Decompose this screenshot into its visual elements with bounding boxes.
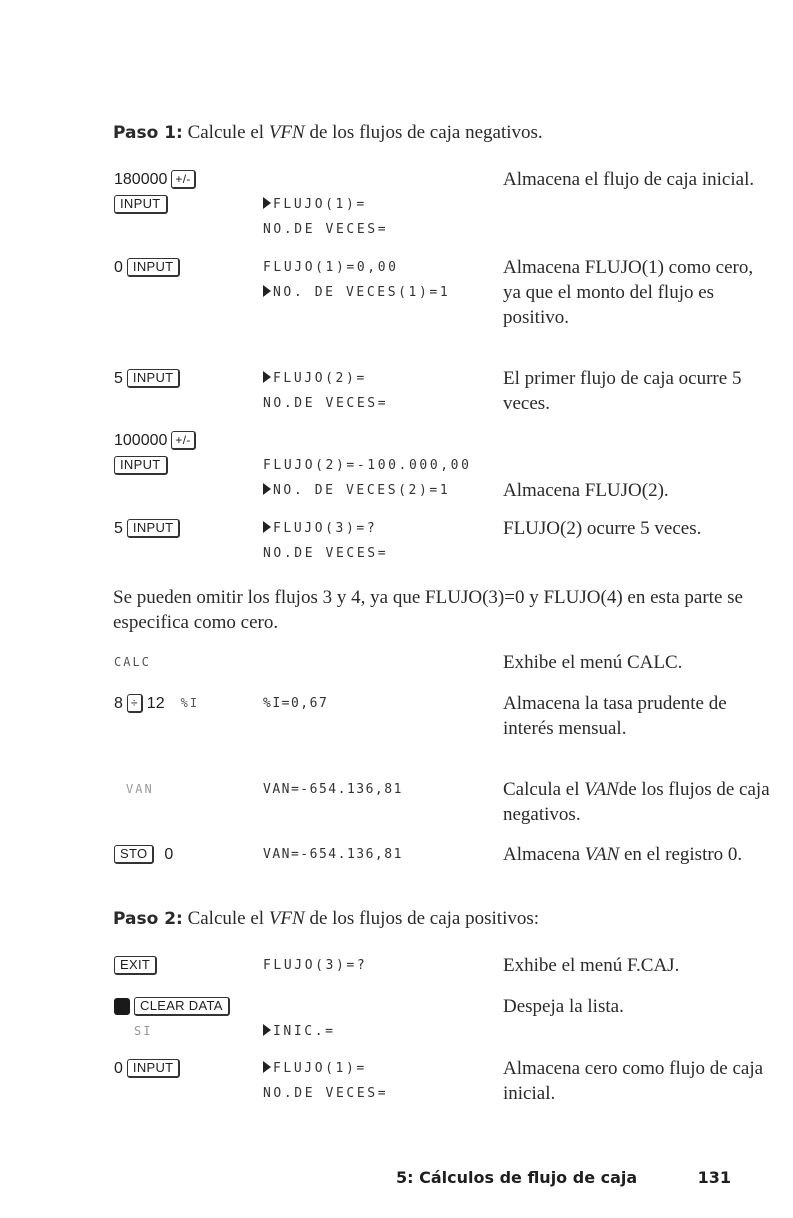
description: Exhibe el menú CALC. [503, 652, 683, 673]
display-column [263, 953, 367, 978]
display-arrow-icon [263, 371, 271, 383]
input-key: INPUT [114, 195, 168, 214]
description: Almacena FLUJO(2). [503, 480, 669, 501]
display-arrow-icon [263, 1061, 271, 1073]
display-line: FLUJO(1)=0,00 [263, 260, 399, 275]
chapter-title: 5: Cálculos de flujo de caja [396, 1168, 638, 1187]
description [503, 842, 773, 867]
description-text: en el registro 0. [624, 844, 743, 865]
number-entry: 100000 [114, 432, 168, 449]
display-arrow-icon [263, 285, 271, 297]
menu-key-interest: %I [180, 696, 200, 710]
keystroke-column [114, 842, 173, 867]
display-column [263, 453, 472, 503]
description: Despeja la lista. [503, 996, 624, 1017]
display-column [263, 691, 328, 716]
keystroke-column [114, 777, 154, 802]
number-entry: 5 [114, 520, 123, 537]
display-arrow-icon [263, 197, 271, 209]
input-key: INPUT [114, 456, 168, 475]
menu-key-calc: CALC [114, 655, 151, 669]
shift-key-icon [114, 998, 130, 1015]
keystroke-column [114, 994, 230, 1044]
display-column [263, 516, 388, 566]
display-column [263, 1056, 388, 1106]
description: Almacena el flujo de caja inicial. [503, 169, 755, 190]
page-number: 131 [697, 1168, 731, 1187]
step-1-heading [113, 122, 543, 144]
body-paragraph: Se pueden omitir los flujos 3 y 4, ya que FLUJO(3)=0 y FLUJO(4) en esta parte se especifica como cero. [113, 587, 743, 633]
description: Almacena cero como flujo de caja inicial. [503, 1058, 764, 1104]
step-2-label: Paso 2: [113, 909, 183, 929]
input-key: INPUT [127, 519, 181, 538]
change-sign-key: +/- [171, 170, 195, 189]
number-entry: 0 [114, 1060, 123, 1077]
sto-key: STO [114, 845, 154, 864]
keystroke-column [114, 167, 196, 217]
display-line: NO. DE VECES(1)=1 [273, 285, 451, 300]
keystroke-column [114, 953, 157, 978]
display-line: FLUJO(2)=-100.000,00 [263, 458, 472, 473]
number-entry: 0 [164, 846, 174, 863]
exit-key: EXIT [114, 956, 157, 975]
description-term: VAN [584, 844, 620, 865]
display-line: VAN=-654.136,81 [263, 847, 403, 862]
display-line: FLUJO(1)= [273, 1061, 367, 1076]
step-2-term: VFN [268, 908, 305, 929]
step-1-text-after: de los flujos de caja negativos. [309, 122, 543, 143]
number-entry: 12 [146, 695, 165, 712]
display-line: NO.DE VECES= [263, 396, 389, 411]
clear-data-key: CLEAR DATA [134, 997, 230, 1016]
description-text: Almacena [503, 844, 581, 865]
number-entry: 0 [114, 259, 123, 276]
change-sign-key: +/- [171, 431, 195, 450]
keystroke-column [114, 428, 196, 478]
keystroke-column [114, 1056, 180, 1081]
display-arrow-icon [263, 1024, 271, 1036]
description: Almacena la tasa prudente de interés mensual. [503, 693, 727, 739]
display-line: FLUJO(2)= [273, 371, 367, 386]
step-2-text-after: de los flujos de caja positivos: [309, 908, 540, 929]
description [503, 777, 773, 827]
description-text: de los flujos de caja negativos. [503, 779, 770, 825]
description-text: Calcula el [503, 779, 580, 800]
display-column [263, 842, 403, 867]
display-line: FLUJO(1)= [273, 197, 367, 212]
input-key: INPUT [127, 369, 181, 388]
display-column [263, 1019, 336, 1044]
display-line: FLUJO(3)=? [263, 958, 368, 973]
display-line: FLUJO(3)=? [273, 521, 378, 536]
input-key: INPUT [127, 258, 181, 277]
display-line: NO.DE VECES= [263, 546, 389, 561]
display-line: %I=0,67 [263, 696, 329, 711]
display-column [263, 366, 388, 416]
display-line: INIC.= [273, 1024, 336, 1039]
keystroke-column [114, 255, 180, 280]
display-column [263, 192, 388, 242]
step-1-term: VFN [268, 122, 305, 143]
display-line: NO. DE VECES(2)=1 [273, 483, 451, 498]
description-term: VAN [584, 779, 619, 800]
keystroke-column [114, 691, 199, 716]
menu-key-si: SI [134, 1024, 153, 1038]
number-entry: 180000 [114, 171, 168, 188]
display-line: NO.DE VECES= [263, 1086, 389, 1101]
keystroke-column [114, 650, 151, 675]
page-footer [396, 1168, 731, 1187]
menu-key-van: VAN [126, 782, 154, 796]
display-line: VAN=-654.136,81 [263, 782, 403, 797]
number-entry: 8 [114, 695, 123, 712]
step-2-text-before: Calcule el [187, 908, 265, 929]
display-column [263, 777, 403, 802]
description: FLUJO(2) ocurre 5 veces. [503, 518, 702, 539]
description: El primer flujo de caja ocurre 5 veces. [503, 368, 742, 414]
keystroke-column [114, 516, 180, 541]
step-1-label: Paso 1: [113, 123, 183, 143]
step-2-heading [113, 908, 539, 930]
display-arrow-icon [263, 521, 271, 533]
keystroke-column [114, 366, 180, 391]
display-line: NO.DE VECES= [263, 222, 389, 237]
number-entry: 5 [114, 370, 123, 387]
divide-key: ÷ [127, 694, 143, 713]
input-key: INPUT [127, 1059, 181, 1078]
description: Exhibe el menú F.CAJ. [503, 955, 680, 976]
display-arrow-icon [263, 483, 271, 495]
step-1-text-before: Calcule el [187, 122, 265, 143]
display-column [263, 255, 450, 305]
description: Almacena FLUJO(1) como cero, ya que el monto del flujo es positivo. [503, 257, 754, 328]
